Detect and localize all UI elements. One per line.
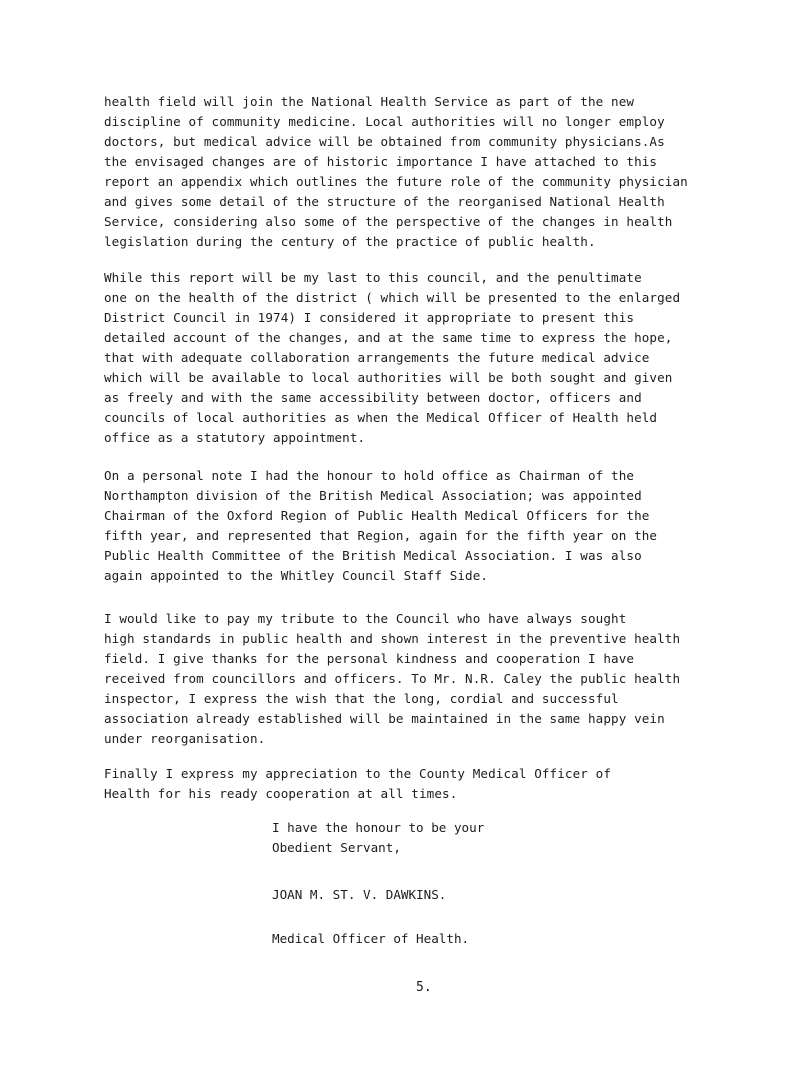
signature-name: JOAN M. ST. V. DAWKINS. <box>272 887 447 902</box>
text-line: again appointed to the Whitley Council Staff Side. <box>104 568 489 583</box>
text-line: under reorganisation. <box>104 731 266 746</box>
paragraph-last-report <box>104 268 784 448</box>
text-line: report an appendix which outlines the future role of the community physician <box>104 174 688 189</box>
text-line: Public Health Committee of the British Medical Association. I was also <box>104 548 642 563</box>
paragraph-community-medicine <box>104 92 784 252</box>
text-line: and gives some detail of the structure of the reorganised National Health <box>104 194 665 209</box>
text-line: I would like to pay my tribute to the Council who have always sought <box>104 611 627 626</box>
text-line: Obedient Servant, <box>272 840 401 855</box>
text-line: I have the honour to be your <box>272 820 485 835</box>
text-line: that with adequate collaboration arrangements the future medical advice <box>104 350 650 365</box>
paragraph-tribute <box>104 609 784 749</box>
paragraph-appreciation <box>104 764 784 804</box>
text-line: Service, considering also some of the perspective of the changes in health <box>104 214 673 229</box>
text-line: While this report will be my last to this council, and the penultimate <box>104 270 642 285</box>
text-line: one on the health of the district ( which will be presented to the enlarged <box>104 290 681 305</box>
text-line: health field will join the National Health Service as part of the new <box>104 94 635 109</box>
text-line: office as a statutory appointment. <box>104 430 366 445</box>
text-line: Northampton division of the British Medical Association; was appointed <box>104 488 642 503</box>
text-line: discipline of community medicine. Local authorities will no longer employ <box>104 114 665 129</box>
text-line: councils of local authorities as when the Medical Officer of Health held <box>104 410 658 425</box>
paragraph-personal-note <box>104 466 784 586</box>
text-line: field. I give thanks for the personal kindness and cooperation I have <box>104 651 635 666</box>
text-line: as freely and with the same accessibility between doctor, officers and <box>104 390 642 405</box>
text-line: legislation during the century of the practice of public health. <box>104 234 596 249</box>
text-line: On a personal note I had the honour to hold office as Chairman of the <box>104 468 635 483</box>
text-line: Finally I express my appreciation to the County Medical Officer of <box>104 766 612 781</box>
page-number: 5. <box>416 980 432 995</box>
text-line: fifth year, and represented that Region, again for the fifth year on the <box>104 528 658 543</box>
signature-title: Medical Officer of Health. <box>272 931 470 946</box>
text-line: inspector, I express the wish that the long, cordial and successful <box>104 691 619 706</box>
text-line: detailed account of the changes, and at the same time to express the hope, <box>104 330 673 345</box>
text-line: which will be available to local authorities will be both sought and given <box>104 370 673 385</box>
text-line: received from councillors and officers. To Mr. N.R. Caley the public health <box>104 671 681 686</box>
text-line: Health for his ready cooperation at all times. <box>104 786 458 801</box>
text-line: association already established will be maintained in the same happy vein <box>104 711 665 726</box>
closing-salutation <box>272 818 484 858</box>
text-line: Chairman of the Oxford Region of Public Health Medical Officers for the <box>104 508 650 523</box>
text-line: doctors, but medical advice will be obtained from community physicians.As <box>104 134 665 149</box>
text-line: the envisaged changes are of historic importance I have attached to this <box>104 154 658 169</box>
text-line: District Council in 1974) I considered it appropriate to present this <box>104 310 635 325</box>
text-line: high standards in public health and shown interest in the preventive health <box>104 631 681 646</box>
